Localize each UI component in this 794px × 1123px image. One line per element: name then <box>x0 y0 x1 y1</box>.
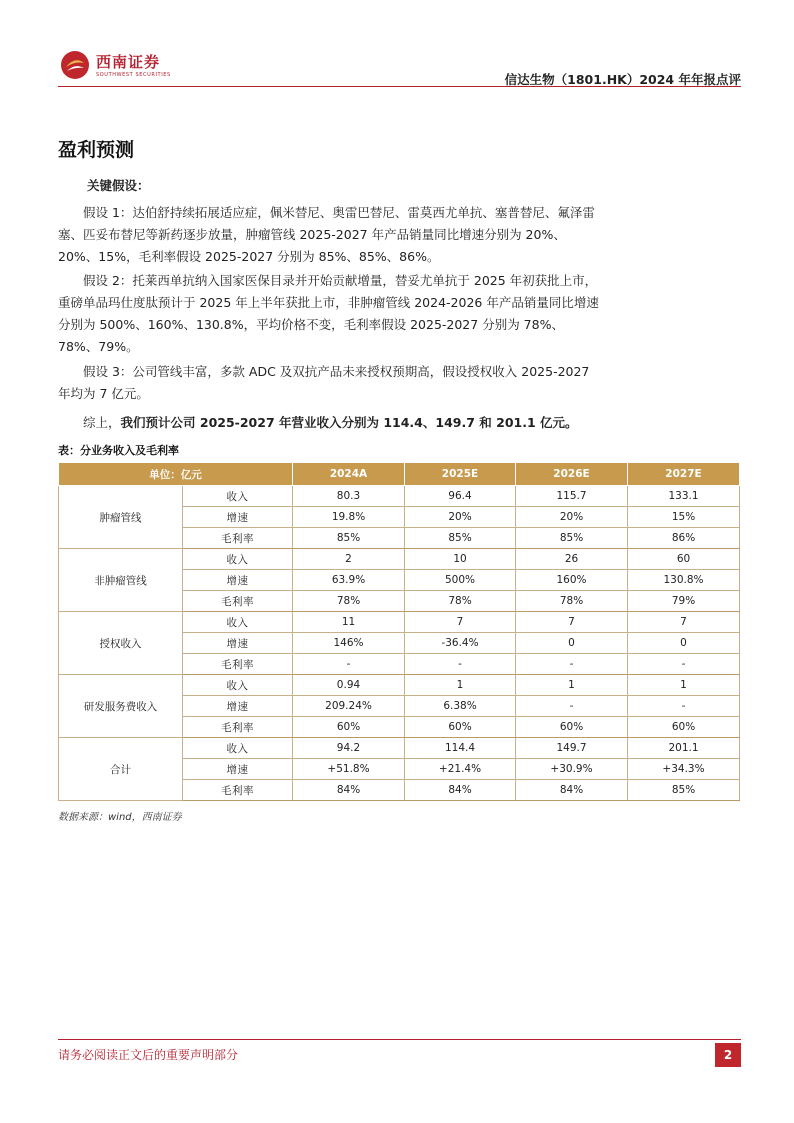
value-cell: 1 <box>516 675 628 696</box>
value-cell: +30.9% <box>516 759 628 780</box>
value-cell: 60% <box>405 717 516 738</box>
table-row <box>59 612 740 633</box>
value-cell: 114.4 <box>405 738 516 759</box>
value-cell: 133.1 <box>628 486 740 507</box>
value-cell: 85% <box>405 528 516 549</box>
logo-text-cn: 西南证券 <box>96 53 161 71</box>
header-divider <box>58 86 741 87</box>
value-cell: 1 <box>628 675 740 696</box>
segment-revenue-table <box>58 462 740 801</box>
footer-divider <box>58 1039 741 1040</box>
logo-emblem-icon <box>60 50 90 80</box>
value-cell: 160% <box>516 570 628 591</box>
table-header-row <box>59 463 740 486</box>
metric-label: 增速 <box>183 696 293 717</box>
value-cell: 60% <box>628 717 740 738</box>
section-title: 盈利预测 <box>58 139 135 161</box>
value-cell: 115.7 <box>516 486 628 507</box>
value-cell: - <box>293 654 405 675</box>
segment-name: 授权收入 <box>59 612 183 675</box>
value-cell: 15% <box>628 507 740 528</box>
segment-name: 合计 <box>59 738 183 801</box>
value-cell: 84% <box>293 780 405 801</box>
value-cell: 63.9% <box>293 570 405 591</box>
value-cell: 60 <box>628 549 740 570</box>
value-cell: 60% <box>516 717 628 738</box>
value-cell: +34.3% <box>628 759 740 780</box>
metric-label: 收入 <box>183 738 293 759</box>
logo-text-en: SOUTHWEST SECURITIES <box>96 72 171 78</box>
value-cell: - <box>516 696 628 717</box>
assumption-3: 假设 3：公司管线丰富，多款 ADC 及双抗产品未来授权预期高，假设授权收入 2025-2027 年均为 7 亿元。 <box>58 364 590 401</box>
value-cell: 80.3 <box>293 486 405 507</box>
assumption-1: 假设 1：达伯舒持续拓展适应症，佩米替尼、奥雷巴替尼、雷莫西尤单抗、塞普替尼、氟泽雷塞、匹妥布替尼等新药逐步放量，肿瘤管线 2025-2027 年产品销量同比增速分别为 20%、20%、15%，毛利率假设 2025-2027 分别为 85%、85%、86%。 <box>58 205 595 264</box>
value-cell: 0 <box>628 633 740 654</box>
summary-conclusion: 我们预计公司 2025-2027 年营业收入分别为 114.4、149.7 和 201.1 亿元。 <box>120 415 578 430</box>
table-caption: 表：分业务收入及毛利率 <box>58 444 179 457</box>
header-year: 2027E <box>628 463 740 486</box>
value-cell: 84% <box>516 780 628 801</box>
value-cell: 10 <box>405 549 516 570</box>
metric-label: 毛利率 <box>183 654 293 675</box>
value-cell: 78% <box>516 591 628 612</box>
value-cell: 146% <box>293 633 405 654</box>
value-cell: +51.8% <box>293 759 405 780</box>
value-cell: -36.4% <box>405 633 516 654</box>
value-cell: 201.1 <box>628 738 740 759</box>
metric-label: 增速 <box>183 507 293 528</box>
value-cell: 26 <box>516 549 628 570</box>
page-header <box>58 44 741 88</box>
value-cell: 500% <box>405 570 516 591</box>
value-cell: 85% <box>293 528 405 549</box>
metric-label: 增速 <box>183 759 293 780</box>
value-cell: 20% <box>405 507 516 528</box>
table-row <box>59 549 740 570</box>
value-cell: 79% <box>628 591 740 612</box>
value-cell: 1 <box>405 675 516 696</box>
value-cell: 0 <box>516 633 628 654</box>
value-cell: 85% <box>516 528 628 549</box>
value-cell: 60% <box>293 717 405 738</box>
key-assumptions-heading: 关键假设： <box>87 178 150 193</box>
value-cell: 7 <box>405 612 516 633</box>
assumption-2: 假设 2：托莱西单抗纳入国家医保目录并开始贡献增量，替妥尤单抗于 2025 年初获批上市，重磅单品玛仕度肽预计于 2025 年上半年获批上市，非肿瘤管线 2024-2026 年产品销量同比增速分别为 500%、160%、130.8%，平均价格不变，毛利率假设 2025-2027 分别为 78%、78%、79%。 <box>58 273 599 354</box>
segment-name: 研发服务费收入 <box>59 675 183 738</box>
value-cell: +21.4% <box>405 759 516 780</box>
value-cell: 6.38% <box>405 696 516 717</box>
value-cell: 19.8% <box>293 507 405 528</box>
metric-label: 收入 <box>183 612 293 633</box>
metric-label: 毛利率 <box>183 528 293 549</box>
company-logo <box>58 48 218 84</box>
metric-label: 收入 <box>183 675 293 696</box>
metric-label: 毛利率 <box>183 591 293 612</box>
value-cell: 20% <box>516 507 628 528</box>
footer-disclaimer: 请务必阅读正文后的重要声明部分 <box>58 1048 239 1062</box>
metric-label: 增速 <box>183 633 293 654</box>
table-row <box>59 486 740 507</box>
value-cell: 7 <box>628 612 740 633</box>
table-row <box>59 675 740 696</box>
value-cell: 86% <box>628 528 740 549</box>
value-cell: 209.24% <box>293 696 405 717</box>
value-cell: 149.7 <box>516 738 628 759</box>
data-source: 数据来源：wind，西南证券 <box>58 812 182 823</box>
value-cell: 2 <box>293 549 405 570</box>
value-cell: - <box>628 696 740 717</box>
value-cell: 0.94 <box>293 675 405 696</box>
header-year: 2025E <box>405 463 516 486</box>
value-cell: 78% <box>293 591 405 612</box>
value-cell: - <box>405 654 516 675</box>
table-row <box>59 738 740 759</box>
value-cell: - <box>516 654 628 675</box>
value-cell: 85% <box>628 780 740 801</box>
value-cell: - <box>628 654 740 675</box>
metric-label: 收入 <box>183 549 293 570</box>
metric-label: 毛利率 <box>183 780 293 801</box>
header-year: 2024A <box>293 463 405 486</box>
value-cell: 96.4 <box>405 486 516 507</box>
metric-label: 增速 <box>183 570 293 591</box>
segment-name: 肿瘤管线 <box>59 486 183 549</box>
value-cell: 78% <box>405 591 516 612</box>
value-cell: 94.2 <box>293 738 405 759</box>
metric-label: 收入 <box>183 486 293 507</box>
value-cell: 7 <box>516 612 628 633</box>
segment-name: 非肿瘤管线 <box>59 549 183 612</box>
header-year: 2026E <box>516 463 628 486</box>
value-cell: 130.8% <box>628 570 740 591</box>
page-number: 2 <box>715 1043 741 1067</box>
summary-prefix: 综上， <box>83 415 121 430</box>
value-cell: 11 <box>293 612 405 633</box>
metric-label: 毛利率 <box>183 717 293 738</box>
value-cell: 84% <box>405 780 516 801</box>
header-unit: 单位：亿元 <box>59 463 293 486</box>
table-body <box>59 486 740 801</box>
summary-paragraph <box>58 412 603 434</box>
report-title: 信达生物（1801.HK）2024 年年报点评 <box>504 72 741 87</box>
